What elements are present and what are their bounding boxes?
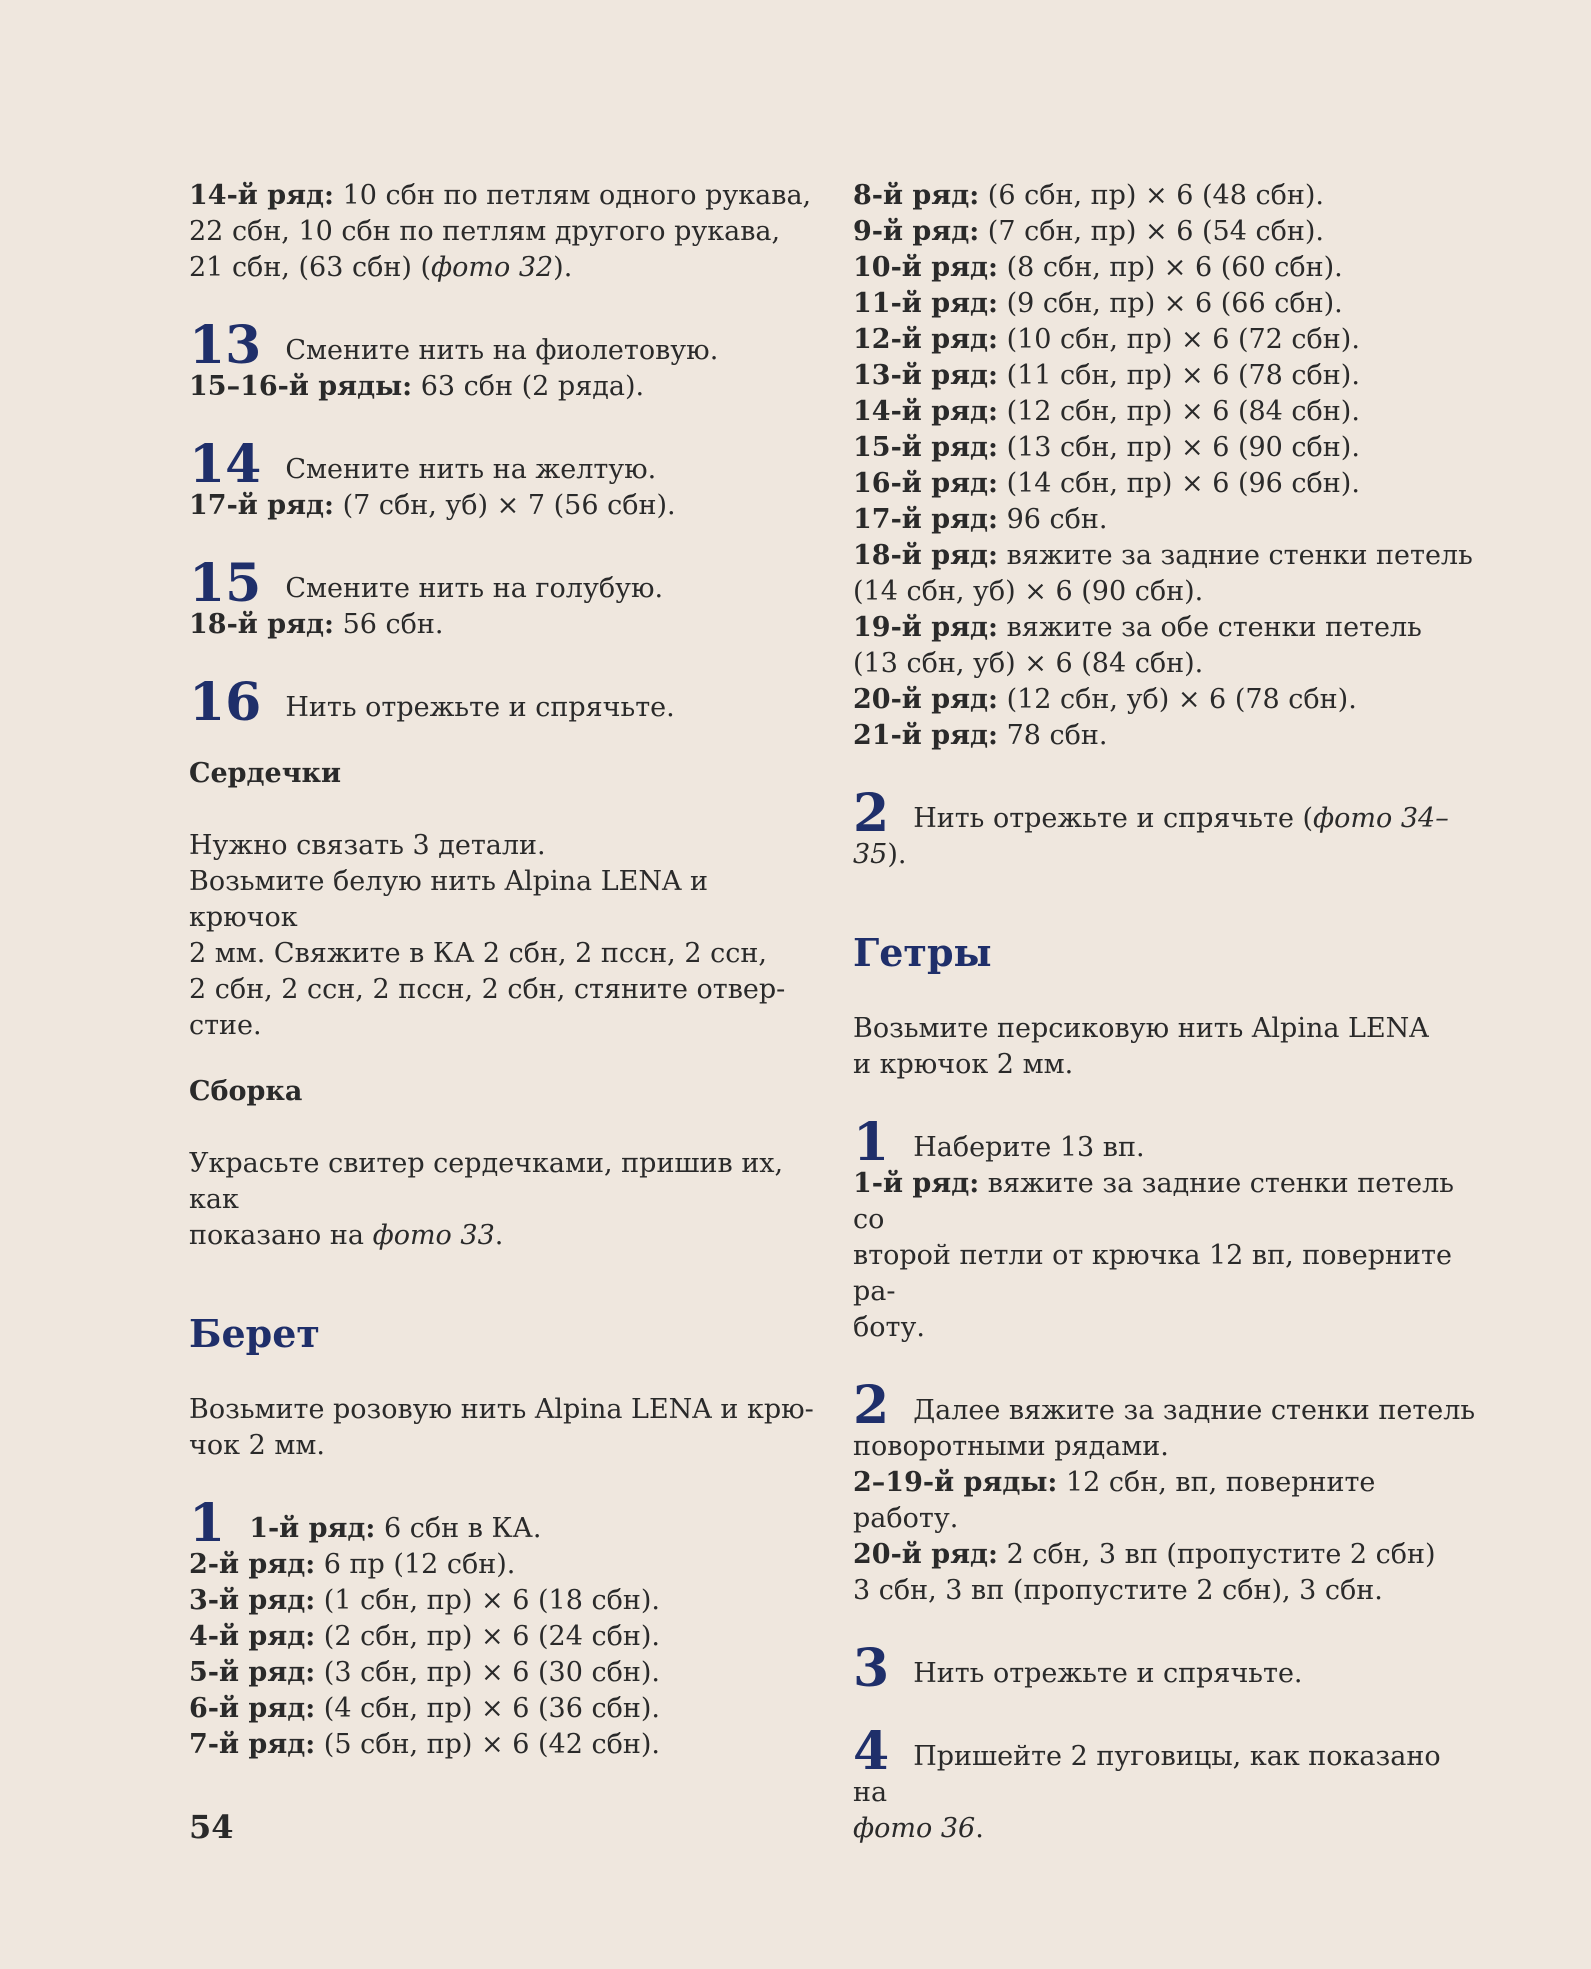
gaiters-row-1 <box>853 1166 1483 1238</box>
gaiters-step-1 <box>853 1112 1483 1173</box>
gaiters-step-2-line2: поворотными рядами. <box>853 1431 1169 1462</box>
row-label: 2-й ряд: <box>189 1549 316 1580</box>
beret-step-2 <box>853 783 1483 844</box>
step-number: 2 <box>853 1375 890 1436</box>
row-label: 20-й ряд: <box>853 684 998 715</box>
beret-step-2-line2 <box>853 837 1483 873</box>
step-text: Нить отрежьте и спрячьте ( <box>913 803 1314 834</box>
row-text: (7 сбн, уб) × 7 (56 сбн). <box>334 490 676 521</box>
hearts-p5: стие. <box>189 1010 262 1041</box>
gaiters-p2: и крючок 2 мм. <box>853 1049 1074 1080</box>
assembly-p1: Украсьте свитер сердечками, пришив их, как <box>189 1148 784 1215</box>
row18 <box>189 607 819 643</box>
row-text: 78 сбн. <box>998 720 1108 751</box>
row17 <box>189 488 819 524</box>
row-text: (9 сбн, пр) × 6 (66 сбн). <box>998 288 1343 319</box>
hearts-p3: 2 мм. Свяжите в КА 2 сбн, 2 пссн, 2 ссн, <box>189 938 767 969</box>
row-text: (5 сбн, пр) × 6 (42 сбн). <box>315 1729 660 1760</box>
row-text: (10 сбн, пр) × 6 (72 сбн). <box>998 324 1360 355</box>
beret-heading: Берет <box>189 1311 320 1356</box>
step-number: 1 <box>189 1493 226 1554</box>
beret-row <box>853 466 1483 502</box>
beret-row <box>853 286 1483 322</box>
step-number: 2 <box>853 783 890 844</box>
beret-row <box>189 1583 819 1619</box>
beret-p1: Возьмите розовую нить Alpina LENA и крю- <box>189 1394 814 1425</box>
gaiters-row-20 <box>853 1537 1483 1573</box>
step-text: Смените нить на фиолетовую. <box>285 335 719 366</box>
beret-row <box>853 214 1483 250</box>
hearts-p4: 2 сбн, 2 ссн, 2 пссн, 2 сбн, стяните отвер- <box>189 974 786 1005</box>
row-text: (8 сбн, пр) × 6 (60 сбн). <box>998 252 1343 283</box>
step-text: . <box>975 1813 984 1844</box>
step-number: 16 <box>189 672 262 733</box>
row-text: (7 сбн, пр) × 6 (54 сбн). <box>979 216 1324 247</box>
beret-row <box>189 1727 819 1763</box>
step-text: Нить отрежьте и спрячьте. <box>913 1658 1303 1689</box>
row-text: 96 сбн. <box>998 504 1108 535</box>
row-text: показано на <box>189 1220 373 1251</box>
row15-16 <box>189 369 819 405</box>
step-number: 4 <box>853 1721 890 1782</box>
row-label: 9-й ряд: <box>853 216 980 247</box>
beret-row <box>853 250 1483 286</box>
step-15 <box>189 553 819 614</box>
step-number: 15 <box>189 553 262 614</box>
row-text: 12 сбн, вп, поверните работу. <box>853 1467 1376 1534</box>
row-label: 3-й ряд: <box>189 1585 316 1616</box>
page-number: 54 <box>189 1808 234 1846</box>
row-label: 15-й ряд: <box>853 432 998 463</box>
row-text: 6 сбн в КА. <box>375 1513 542 1544</box>
gaiters-row-2-19 <box>853 1465 1483 1537</box>
row-label: 21-й ряд: <box>853 720 998 751</box>
beret-row-18 <box>853 538 1483 574</box>
row-text: (4 сбн, пр) × 6 (36 сбн). <box>315 1693 660 1724</box>
row-text: вяжите за задние стенки петель со <box>853 1168 1454 1235</box>
beret-row <box>853 322 1483 358</box>
photo-ref: фото 32 <box>430 252 554 283</box>
beret-row <box>189 1547 819 1583</box>
step-number: 13 <box>189 315 262 376</box>
step-16 <box>189 672 819 733</box>
row-text: 21 сбн, (63 сбн) ( <box>189 252 431 283</box>
assembly-p2 <box>189 1218 819 1254</box>
row-text: (3 сбн, пр) × 6 (30 сбн). <box>315 1657 660 1688</box>
row-label: 19-й ряд: <box>853 612 998 643</box>
beret-p2: чок 2 мм. <box>189 1430 325 1461</box>
gaiters-row-20-line2: 3 сбн, 3 вп (пропустите 2 сбн), 3 сбн. <box>853 1575 1383 1606</box>
step-text: Смените нить на желтую. <box>285 454 657 485</box>
row-text: (12 сбн, пр) × 6 (84 сбн). <box>998 396 1360 427</box>
hearts-heading: Сердечки <box>189 758 342 789</box>
gaiters-step-2 <box>853 1375 1483 1436</box>
beret-row <box>853 394 1483 430</box>
beret-row-19-line2: (13 сбн, уб) × 6 (84 сбн). <box>853 648 1204 679</box>
row-label: 1-й ряд: <box>853 1168 980 1199</box>
row-label: 18-й ряд: <box>189 609 334 640</box>
row-text: 2 сбн, 3 вп (пропустите 2 сбн) <box>998 1539 1436 1570</box>
beret-row-21 <box>853 718 1483 754</box>
row-label: 13-й ряд: <box>853 360 998 391</box>
row-text: (13 сбн, пр) × 6 (90 сбн). <box>998 432 1360 463</box>
photo-ref: фото 36 <box>853 1813 976 1844</box>
gaiters-row-1-line3: боту. <box>853 1312 925 1343</box>
step-13 <box>189 315 819 376</box>
row-text: (6 сбн, пр) × 6 (48 сбн). <box>979 180 1324 211</box>
row-label: 1-й ряд: <box>249 1513 376 1544</box>
photo-ref: 35 <box>853 839 888 870</box>
photo-ref: фото 33 <box>372 1220 495 1251</box>
row-label: 10-й ряд: <box>853 252 998 283</box>
row-label: 16-й ряд: <box>853 468 998 499</box>
step-text: Наберите 13 вп. <box>913 1132 1145 1163</box>
row-text: (11 сбн, пр) × 6 (78 сбн). <box>998 360 1360 391</box>
row-text: . <box>494 1220 504 1251</box>
step-text: Смените нить на голубую. <box>285 573 664 604</box>
row-label: 17-й ряд: <box>189 490 334 521</box>
beret-step-1 <box>189 1493 819 1554</box>
gaiters-row-1-line2: второй петли от крючка 12 вп, поверните ра- <box>853 1240 1452 1307</box>
row-label: 15–16-й ряды: <box>189 371 413 402</box>
row-label: 2–19-й ряды: <box>853 1467 1058 1498</box>
step-text: Далее вяжите за задние стенки петель <box>913 1395 1476 1426</box>
row-text: 63 сбн (2 ряда). <box>412 371 645 402</box>
row14-line1 <box>189 178 819 214</box>
row-label: 18-й ряд: <box>853 540 998 571</box>
left-column <box>189 178 819 1763</box>
row-text: (12 сбн, уб) × 6 (78 сбн). <box>998 684 1357 715</box>
row-text: ). <box>553 252 573 283</box>
gaiters-step-3 <box>853 1638 1483 1699</box>
row-text: 10 сбн по петлям одного рукава, <box>334 180 812 211</box>
beret-row <box>853 178 1483 214</box>
row-label: 5-й ряд: <box>189 1657 316 1688</box>
row14-line3 <box>189 250 819 286</box>
row-text: вяжите за задние стенки петель <box>998 540 1473 571</box>
step-number: 1 <box>853 1112 890 1173</box>
row-text: 6 пр (12 сбн). <box>315 1549 516 1580</box>
row-label: 14-й ряд: <box>853 396 998 427</box>
gaiters-step-4-line2 <box>853 1811 1483 1847</box>
beret-row-20 <box>853 682 1483 718</box>
gaiters-heading: Гетры <box>853 930 992 975</box>
row-text: вяжите за обе стенки петель <box>998 612 1422 643</box>
beret-row <box>853 430 1483 466</box>
assembly-heading: Сборка <box>189 1076 303 1107</box>
step-number: 3 <box>853 1638 890 1699</box>
row-label: 7-й ряд: <box>189 1729 316 1760</box>
right-column <box>853 178 1483 1847</box>
gaiters-step-4 <box>853 1722 1483 1811</box>
row-label: 4-й ряд: <box>189 1621 316 1652</box>
step-text: Нить отрежьте и спрячьте. <box>285 692 675 723</box>
row14-line2: 22 сбн, 10 сбн по петлям другого рукава, <box>189 216 781 247</box>
row-label: 20-й ряд: <box>853 1539 998 1570</box>
row-label: 17-й ряд: <box>853 504 998 535</box>
row-text: (14 сбн, пр) × 6 (96 сбн). <box>998 468 1360 499</box>
beret-row <box>189 1655 819 1691</box>
row-label: 8-й ряд: <box>853 180 980 211</box>
beret-row <box>189 1691 819 1727</box>
row-text: (1 сбн, пр) × 6 (18 сбн). <box>315 1585 660 1616</box>
step-text: Пришейте 2 пуговицы, как показано на <box>853 1741 1441 1808</box>
row-text: 56 сбн. <box>334 609 444 640</box>
row-text: (2 сбн, пр) × 6 (24 сбн). <box>315 1621 660 1652</box>
beret-row-18-line2: (14 сбн, уб) × 6 (90 сбн). <box>853 576 1204 607</box>
row-label: 14-й ряд: <box>189 180 334 211</box>
beret-row <box>189 1619 819 1655</box>
step-text: ). <box>887 839 907 870</box>
row-label: 6-й ряд: <box>189 1693 316 1724</box>
hearts-p1: Нужно связать 3 детали. <box>189 830 546 861</box>
step-14 <box>189 434 819 495</box>
beret-row <box>853 358 1483 394</box>
beret-row <box>853 502 1483 538</box>
gaiters-p1: Возьмите персиковую нить Alpina LENA <box>853 1013 1429 1044</box>
row-label: 12-й ряд: <box>853 324 998 355</box>
beret-row-19 <box>853 610 1483 646</box>
step-number: 14 <box>189 434 262 495</box>
hearts-p2: Возьмите белую нить Alpina LENA и крючок <box>189 866 709 933</box>
photo-ref: фото 34– <box>1313 803 1449 834</box>
row-label: 11-й ряд: <box>853 288 998 319</box>
